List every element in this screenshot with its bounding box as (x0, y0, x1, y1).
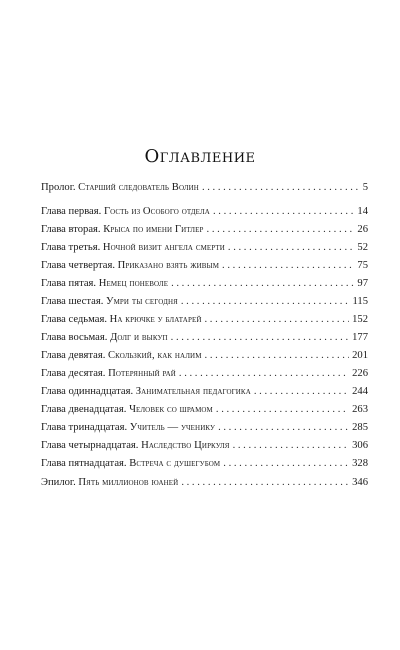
toc-entry-prefix: Глава тринадцатая. (41, 422, 130, 433)
toc-entry-title: Гость из Особого отдела (103, 206, 210, 217)
toc-leader-dots (254, 383, 349, 401)
toc-entry-label (41, 365, 176, 383)
toc-entry-label (41, 419, 215, 437)
toc-entry-chapter (41, 437, 368, 455)
toc-entry-prefix: Глава восьмая. (41, 332, 111, 343)
toc-entry-prologue (41, 179, 368, 197)
toc-leader-dots (233, 437, 350, 455)
toc-entry-title: Скользкий, как налим (108, 350, 202, 361)
toc-entry-label (41, 347, 202, 365)
toc-entry-title: Человек со шрамом (129, 404, 213, 415)
toc-entry-prefix: Глава двенадцатая. (41, 404, 130, 415)
toc-leader-dots (171, 275, 354, 293)
toc-entry-page: 328 (352, 458, 368, 469)
toc-entry-page: 263 (352, 404, 368, 415)
toc-entry-label (41, 474, 178, 492)
toc-entry-title: Немец поневоле (98, 278, 169, 289)
toc-entry-chapter (41, 455, 368, 473)
toc-entry-label (41, 257, 219, 275)
toc-entry-label (41, 401, 213, 419)
toc-entry-title: На крючке у блатарей (109, 314, 202, 325)
toc-entry-prefix: Пролог. (41, 182, 79, 193)
toc-entry-chapter (41, 293, 368, 311)
toc-leader-dots (222, 257, 354, 275)
toc-leader-dots (218, 419, 349, 437)
toc-leader-dots (205, 347, 350, 365)
toc-leader-dots (207, 221, 355, 239)
toc-leader-dots (181, 293, 350, 311)
toc-entry-label (41, 275, 168, 293)
toc-entry-prefix: Глава четырнадцатая. (41, 440, 142, 451)
toc-entry-title: Старший следователь Волин (78, 182, 199, 193)
toc-entry-page: 75 (357, 260, 368, 271)
toc-entry-prefix: Глава вторая. (41, 224, 104, 235)
toc-entry-title: Умри ты сегодня (106, 296, 178, 307)
toc-prologue-section (41, 179, 368, 197)
toc-entry-label (41, 203, 210, 221)
toc-entry-page: 26 (357, 224, 368, 235)
toc-entry-chapter (41, 239, 368, 257)
toc-entry-page: 201 (352, 350, 368, 361)
toc-entry-label (41, 455, 220, 473)
toc-entry-chapter (41, 329, 368, 347)
toc-entry-page: 306 (352, 440, 368, 451)
toc-entry-chapter (41, 347, 368, 365)
toc-entry-prefix: Глава десятая. (41, 368, 109, 379)
toc-entry-title: Крыса по имени Гитлер (103, 224, 204, 235)
toc-entry-page: 152 (352, 314, 368, 325)
toc-entry-title: Приказано взять живым (117, 260, 220, 271)
toc-entry-title: Учитель — ученику (129, 422, 216, 433)
toc-entry-chapter (41, 383, 368, 401)
toc-entry-label (41, 311, 202, 329)
toc-entry-label (41, 293, 178, 311)
toc-entry-title: Занимательная педагогика (135, 386, 251, 397)
toc-entry-prefix: Глава пятая. (41, 278, 99, 289)
toc-entry-prefix: Глава пятнадцатая. (41, 458, 130, 469)
toc-entry-prefix: Глава третья. (41, 242, 103, 253)
toc-entry-title: Ночной визит ангела смерти (102, 242, 225, 253)
toc-leader-dots (213, 203, 354, 221)
toc-leader-dots (223, 455, 349, 473)
toc-entry-prefix: Глава девятая. (41, 350, 108, 361)
toc-entry-chapter (41, 419, 368, 437)
toc-entry-page: 97 (357, 278, 368, 289)
toc-entry-label (41, 437, 230, 455)
toc-entry-chapter (41, 257, 368, 275)
toc-entry-prefix: Эпилог. (41, 477, 79, 488)
toc-entry-chapter (41, 311, 368, 329)
toc-entry-chapter (41, 221, 368, 239)
toc-leader-dots (228, 239, 355, 257)
toc-entry-label (41, 329, 168, 347)
toc-epilogue-section (41, 474, 368, 492)
toc-entry-page: 244 (352, 386, 368, 397)
toc-leader-dots (179, 365, 349, 383)
toc-chapters-section (41, 203, 368, 473)
toc-entry-title: Встреча с душегубом (129, 458, 221, 469)
toc-leader-dots (216, 401, 349, 419)
toc-entry-title: Наследство Циркуля (141, 440, 230, 451)
toc-entry-title: Пять миллионов юаней (78, 477, 179, 488)
toc-entry-page: 14 (357, 206, 368, 217)
toc-entry-prefix: Глава седьмая. (41, 314, 110, 325)
toc-entry-prefix: Глава четвертая. (41, 260, 118, 271)
toc-entry-title: Долг и выкуп (110, 332, 168, 343)
toc-entry-chapter (41, 401, 368, 419)
toc-entry-page: 177 (352, 332, 368, 343)
toc-entry-prefix: Глава первая. (41, 206, 104, 217)
toc-entry-page: 5 (362, 182, 368, 193)
toc-leader-dots (202, 179, 360, 197)
toc-entry-page: 285 (352, 422, 368, 433)
toc-entry-page: 52 (357, 242, 368, 253)
toc-leader-dots (171, 329, 349, 347)
toc-entry-label (41, 239, 225, 257)
toc-entry-chapter (41, 365, 368, 383)
toc-entry-prefix: Глава одиннадцатая. (41, 386, 136, 397)
page-title: Оглавление (144, 146, 256, 167)
toc-entry-label (41, 221, 204, 239)
toc-entry-title: Потерянный рай (108, 368, 176, 379)
toc-entry-epilogue (41, 474, 368, 492)
toc-leader-dots (205, 311, 350, 329)
toc-entry-page: 346 (352, 477, 368, 488)
toc-entry-chapter (41, 275, 368, 293)
toc-entry-prefix: Глава шестая. (41, 296, 106, 307)
toc-entry-label (41, 179, 199, 197)
toc-entry-page: 115 (352, 296, 368, 307)
toc-leader-dots (181, 474, 349, 492)
toc-entry-page: 226 (352, 368, 368, 379)
toc-entry-label (41, 383, 251, 401)
toc-entry-chapter (41, 203, 368, 221)
